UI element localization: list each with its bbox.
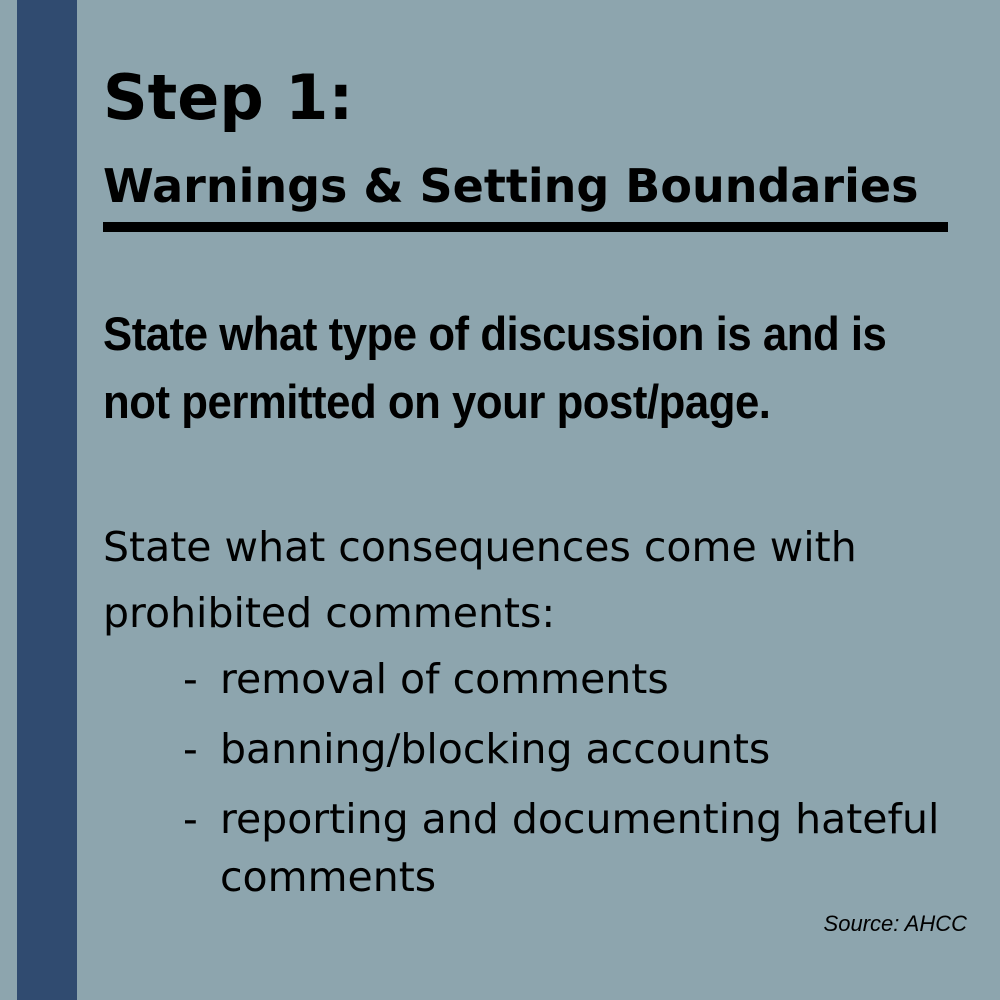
- list-item-text: removal of comments: [220, 655, 669, 703]
- source-credit: Source: AHCC: [823, 911, 967, 936]
- step-title: Step 1:: [103, 61, 354, 134]
- list-item: [183, 650, 943, 708]
- list-dash: -: [183, 655, 198, 703]
- list-item-text: banning/blocking accounts: [220, 725, 771, 773]
- list-dash: -: [183, 725, 198, 773]
- list-item-text: reporting and documenting hateful comments: [220, 795, 940, 901]
- accent-bar: [17, 0, 77, 1000]
- consequences-list: [183, 650, 943, 918]
- list-dash: -: [183, 795, 198, 843]
- list-item: [183, 720, 943, 778]
- title-underline: [103, 222, 948, 232]
- list-item: [183, 790, 943, 906]
- consequences-intro: State what consequences come with prohibited comments:: [103, 523, 857, 637]
- step-subtitle: Warnings & Setting Boundaries: [103, 159, 919, 213]
- lead-statement: State what type of discussion is and is not permitted on your post/page.: [103, 307, 887, 428]
